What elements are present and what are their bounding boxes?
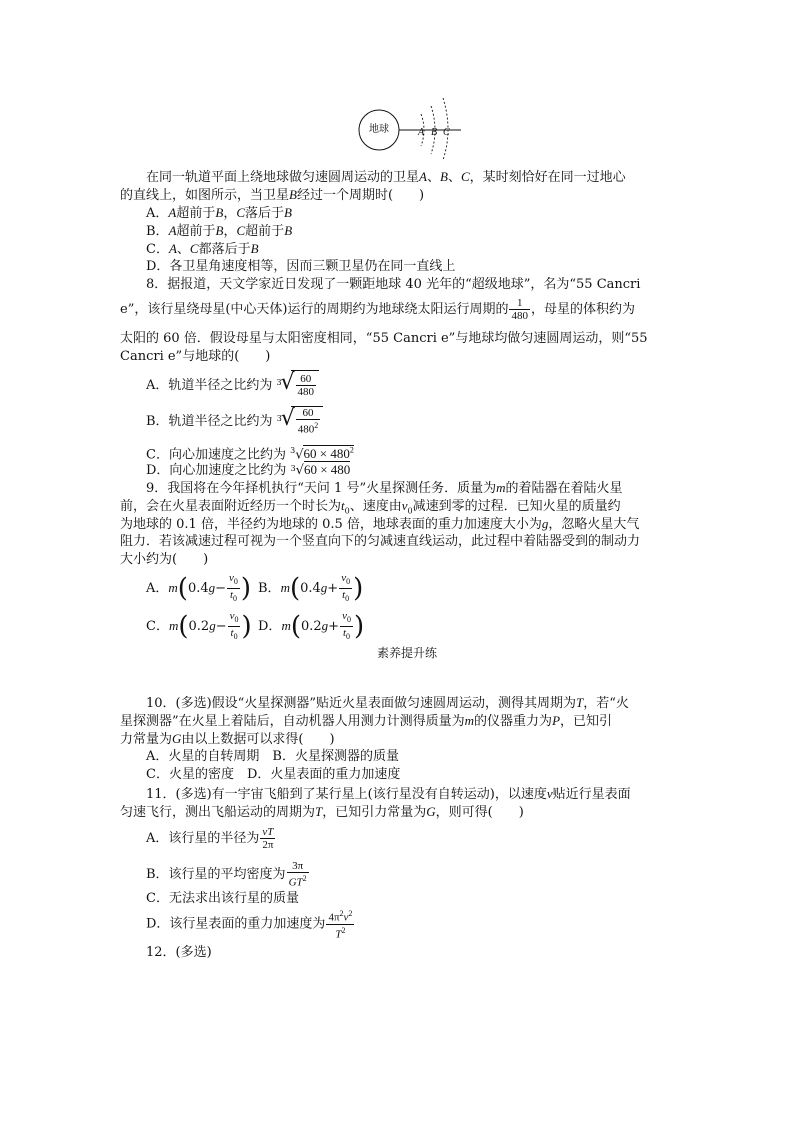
option-letter: B． bbox=[258, 581, 281, 597]
numerator: 60 bbox=[296, 373, 317, 386]
left-paren: ( bbox=[290, 611, 301, 642]
fraction bbox=[227, 572, 240, 605]
q11-option-b bbox=[146, 860, 310, 890]
q10-options-cd: C．火星的密度 D．火星表面的重力加速度 bbox=[146, 767, 401, 782]
option-letter: A． bbox=[146, 206, 169, 221]
q11-text: 11．(多选)有一宇宙飞船到了某行星上(该行星没有自转运动)，以速度 bbox=[146, 787, 547, 802]
cube-root-60-480sq bbox=[277, 406, 324, 437]
var-g: g bbox=[321, 618, 329, 634]
option-text: 超前于 bbox=[176, 206, 216, 221]
q9-option-a: A．m(0.4g− $\frac{v_0}{t_0}$ ) bbox=[146, 572, 252, 604]
var-t: T bbox=[267, 826, 274, 838]
cube-root-60-480 bbox=[277, 370, 320, 401]
var-v: v bbox=[546, 786, 553, 801]
var-t: t bbox=[229, 589, 233, 602]
q8-option-d bbox=[146, 460, 350, 480]
subscript: 0 bbox=[344, 506, 350, 516]
q9-line3 bbox=[120, 515, 639, 534]
q11-text: ，则可得( ) bbox=[435, 805, 524, 820]
option-text: A．轨道半径之比约为 bbox=[146, 378, 273, 393]
radical-icon: √ bbox=[280, 406, 295, 431]
numerator: $4\pi^2v^2$ bbox=[328, 909, 353, 924]
fraction bbox=[228, 610, 241, 643]
q10-text: ，已知引 bbox=[560, 714, 613, 729]
var-c: C bbox=[236, 223, 246, 238]
q9-line4: 阻力．若该减速过程可视为一个竖直向下的匀减速直线运动，此过程中着陆器受到的制动力 bbox=[120, 534, 641, 549]
q10-text: 力常量为 bbox=[120, 732, 173, 747]
var-p: P bbox=[552, 713, 561, 728]
q11-option-d bbox=[146, 908, 355, 940]
q11-option-a bbox=[146, 824, 276, 854]
section-title: 素养提升练 bbox=[377, 646, 438, 660]
var-m: m bbox=[464, 713, 475, 728]
right-paren: ) bbox=[353, 573, 364, 604]
var-t: T bbox=[296, 876, 303, 889]
coef: 0.4 bbox=[187, 581, 209, 597]
option-letter: D． bbox=[258, 619, 282, 635]
q9-line5: 大小约为( ) bbox=[120, 552, 209, 567]
var-g-const: G bbox=[426, 804, 436, 819]
radicand: 60 × 480 bbox=[303, 462, 351, 477]
q8-line2 bbox=[120, 295, 635, 325]
var-m: m bbox=[280, 580, 290, 596]
var-t: t bbox=[341, 498, 345, 513]
root-index: 3 bbox=[290, 464, 296, 473]
q9-text: 9．我国将在今年择机执行“天问 1 号”火星探测任务．质量为 bbox=[146, 481, 497, 496]
fraction bbox=[287, 860, 309, 889]
q9-text: 为地球的 0.1 倍，半径约为地球的 0.5 倍，地球表面的重力加速度大小为 bbox=[120, 517, 542, 532]
subscript: 0 bbox=[233, 577, 238, 587]
subscript: 0 bbox=[346, 577, 351, 587]
denominator: $T^2$ bbox=[335, 925, 346, 941]
q7-text: 在同一轨道平面上绕地球做匀速圆周运动的卫星 bbox=[146, 170, 420, 185]
var-b: B bbox=[284, 223, 293, 238]
left-paren: ( bbox=[289, 573, 301, 604]
right-paren: ) bbox=[240, 573, 252, 604]
option-text: 超前于 bbox=[245, 224, 285, 239]
q9-option-c: C．m(0.2g− $\frac{v_0}{t_0}$ ) bbox=[146, 610, 252, 642]
var-m: m bbox=[281, 618, 291, 634]
var-t: t bbox=[342, 627, 347, 640]
q7-text: 经过一个周期时( ) bbox=[296, 188, 425, 203]
numerator: 3π bbox=[287, 860, 309, 873]
var-t: T bbox=[575, 695, 584, 710]
var-c: C bbox=[460, 169, 470, 184]
denominator-base: 480 bbox=[297, 423, 315, 436]
q9-line1 bbox=[146, 479, 623, 498]
denominator bbox=[340, 627, 353, 643]
subscript: 0 bbox=[233, 632, 238, 642]
option-letter: B． bbox=[146, 224, 169, 239]
var-g: g bbox=[541, 516, 549, 531]
var-v: v bbox=[229, 572, 234, 584]
var-c: C bbox=[189, 241, 199, 256]
q11-text: 贴近行星表面 bbox=[552, 787, 631, 802]
subscript: 0 bbox=[346, 615, 351, 625]
denominator: 2π bbox=[262, 839, 274, 851]
q8-text: e”，该行星绕母星(中心天体)运行的周期约为地球绕太阳运行周期的 bbox=[120, 302, 509, 317]
var-c: C bbox=[236, 205, 245, 220]
option-text: A．该行星的半径为 bbox=[146, 831, 260, 846]
q12-line1: 12．(多选) bbox=[146, 945, 212, 960]
radical-icon: √ bbox=[280, 370, 295, 395]
denominator bbox=[228, 627, 241, 643]
coef: 0.2 bbox=[188, 619, 210, 635]
var-b: B bbox=[439, 169, 448, 184]
numerator bbox=[227, 572, 240, 589]
right-paren: ) bbox=[353, 611, 365, 642]
right-paren: ) bbox=[241, 611, 252, 642]
q7-option-b: B．A超前于B，C超前于B bbox=[146, 223, 293, 239]
option-text: 落后于 bbox=[245, 206, 285, 221]
var-v: v bbox=[342, 610, 347, 622]
subscript: 0 bbox=[234, 615, 239, 625]
radicand: $60 \times 480^2$ bbox=[303, 446, 354, 462]
fraction-1-480 bbox=[509, 297, 530, 322]
option-letter: A． bbox=[146, 581, 169, 597]
q10-line3 bbox=[120, 730, 335, 749]
q8-line4: Cancri e”与地球的( ) bbox=[120, 349, 271, 364]
option-letter: C． bbox=[146, 619, 169, 635]
subscript: 0 bbox=[346, 632, 351, 642]
q7-option-c: C．A、C都落后于B bbox=[146, 241, 259, 257]
var-a: A bbox=[168, 205, 177, 220]
q7-line1 bbox=[146, 168, 626, 187]
subscript: 0 bbox=[407, 506, 413, 516]
q8-option-b bbox=[146, 406, 323, 437]
fraction bbox=[326, 908, 354, 940]
q8-text: ，母星的体积约为 bbox=[530, 302, 635, 317]
option-text: C．向心加速度之比约为 bbox=[146, 447, 286, 463]
q10-text: 的仪器重力为 bbox=[474, 714, 553, 729]
q7-sep: 、 bbox=[426, 170, 440, 185]
q9-text: 前，会在火星表面附近经历一个时长为 bbox=[120, 499, 342, 514]
var-b: B bbox=[215, 223, 224, 238]
q10-text: ，若“火 bbox=[583, 696, 629, 711]
denominator bbox=[339, 589, 352, 605]
var-t: t bbox=[342, 589, 346, 602]
q10-text: 星探测器”在火星上着陆后，自动机器人用测力计测得质量为 bbox=[120, 714, 465, 729]
option-text: B．该行星的平均密度为 bbox=[146, 867, 286, 882]
var-g: g bbox=[208, 580, 216, 596]
radical-icon: √ bbox=[295, 447, 304, 463]
numerator bbox=[228, 610, 241, 627]
var-b: B bbox=[284, 205, 292, 220]
denominator bbox=[227, 589, 240, 605]
option-text: 都落后于 bbox=[198, 242, 251, 257]
satellite-a-label: A bbox=[418, 127, 425, 138]
var-t: t bbox=[230, 627, 234, 640]
var-t: T bbox=[335, 928, 342, 941]
radical-icon: √ bbox=[295, 463, 304, 478]
satellite-b-label: B bbox=[431, 127, 438, 138]
q11-option-c: C．无法求出该行星的质量 bbox=[146, 891, 299, 906]
denominator: 480 bbox=[297, 386, 315, 398]
var-v: v bbox=[262, 826, 268, 838]
var-g: g bbox=[209, 618, 216, 634]
q9-text: 、速度由 bbox=[349, 499, 402, 514]
q11-text: 匀速飞行，测出飞船运动的周期为 bbox=[120, 805, 316, 820]
q11-text: ，已知引力常量为 bbox=[322, 805, 427, 820]
subscript: 0 bbox=[345, 594, 350, 604]
var-g: g bbox=[320, 580, 328, 596]
q10-text: 10．(多选)假设“火星探测器”贴近火星表面做匀速圆周运动，测得其周期为 bbox=[146, 696, 576, 711]
var-t: T bbox=[315, 804, 323, 819]
var-m: m bbox=[496, 480, 506, 495]
q10-line1 bbox=[146, 694, 629, 713]
left-paren: ( bbox=[177, 573, 188, 604]
q9-text: 减速到零的过程．已知火星的质量约 bbox=[412, 499, 621, 514]
q7-text: ，某时刻恰好在同一过地心 bbox=[469, 170, 626, 185]
var-g-const: G bbox=[288, 876, 297, 889]
option-letter: C． bbox=[146, 242, 169, 257]
var-g-const: G bbox=[172, 731, 182, 746]
coef: 0.2 bbox=[300, 619, 322, 635]
radicand-text: 60 × 480 bbox=[303, 446, 350, 462]
satellite-c-label: C bbox=[443, 127, 450, 138]
q10-text: 由以上数据可以求得( ) bbox=[181, 732, 335, 747]
var-a: A bbox=[168, 223, 177, 238]
var-b: B bbox=[289, 187, 297, 202]
denominator: 480 bbox=[511, 310, 528, 322]
q8-line1: 8．据报道，天文学家近日发现了一颗距地球 40 光年的“超级地球”，名为“55 Cancri bbox=[146, 277, 641, 292]
q9-text: 的着陆器在着陆火星 bbox=[505, 481, 623, 496]
option-text: B．轨道半径之比约为 bbox=[146, 414, 273, 429]
root-index: 3 bbox=[290, 446, 296, 455]
fraction bbox=[340, 610, 353, 643]
fraction bbox=[296, 407, 321, 436]
q9-option-d: D．m(0.2g+ $\frac{v_0}{t_0}$ ) bbox=[258, 610, 365, 642]
q7-text: 的直线上，如图所示，当卫星 bbox=[120, 188, 290, 203]
var-a: A bbox=[168, 241, 177, 256]
numerator bbox=[340, 610, 353, 627]
numerator: 60 bbox=[296, 407, 321, 420]
option-text: D．该行星表面的重力加速度为 bbox=[146, 916, 326, 932]
q9-text: ，忽略火星大气 bbox=[548, 517, 640, 532]
subscript: 0 bbox=[233, 594, 237, 604]
q11-line1 bbox=[146, 785, 631, 804]
var-b: B bbox=[215, 205, 224, 220]
var-a: A bbox=[419, 169, 427, 184]
q7-sep: 、 bbox=[447, 170, 461, 185]
earth-label: 地球 bbox=[369, 124, 389, 135]
q7-option-a: A．A超前于B，C落后于B bbox=[146, 205, 292, 221]
var-v: v bbox=[401, 498, 408, 513]
q7-option-d: D．各卫星角速度相等，因而三颗卫星仍在同一直线上 bbox=[146, 259, 456, 274]
q8-line3: 太阳的 60 倍．假设母星与太阳密度相同，“55 Cancri e”与地球均做匀速圆周运动，则“55 bbox=[120, 331, 648, 346]
left-paren: ( bbox=[178, 611, 189, 642]
numerator bbox=[260, 826, 275, 839]
denominator: $GT^2$ bbox=[288, 874, 307, 889]
coef: 0.4 bbox=[300, 581, 321, 597]
fraction bbox=[260, 826, 275, 851]
var-v: v bbox=[343, 911, 349, 924]
q9-option-b: B．m(0.4g+ $\frac{v_0}{t_0}$ ) bbox=[258, 572, 364, 604]
numerator: 1 bbox=[509, 297, 530, 310]
q10-options-ab: A．火星的自转周期 B．火星探测器的质量 bbox=[146, 749, 399, 764]
var-v: v bbox=[341, 572, 347, 584]
root-index: 3 bbox=[276, 414, 282, 423]
numerator bbox=[339, 572, 352, 589]
var-b: B bbox=[250, 241, 259, 256]
option-text: D．向心加速度之比约为 bbox=[146, 463, 287, 478]
fraction bbox=[296, 373, 317, 398]
q7-line2 bbox=[120, 186, 424, 205]
var-v: v bbox=[229, 610, 235, 622]
fraction bbox=[339, 572, 352, 605]
q10-line2 bbox=[120, 712, 612, 731]
var-m: m bbox=[168, 618, 179, 634]
root-index: 3 bbox=[276, 378, 282, 387]
option-text: 超前于 bbox=[176, 224, 216, 239]
q8-option-a bbox=[146, 370, 319, 401]
var-m: m bbox=[168, 580, 178, 596]
q11-line2 bbox=[120, 803, 524, 822]
denominator: $480^2$ bbox=[297, 421, 319, 436]
